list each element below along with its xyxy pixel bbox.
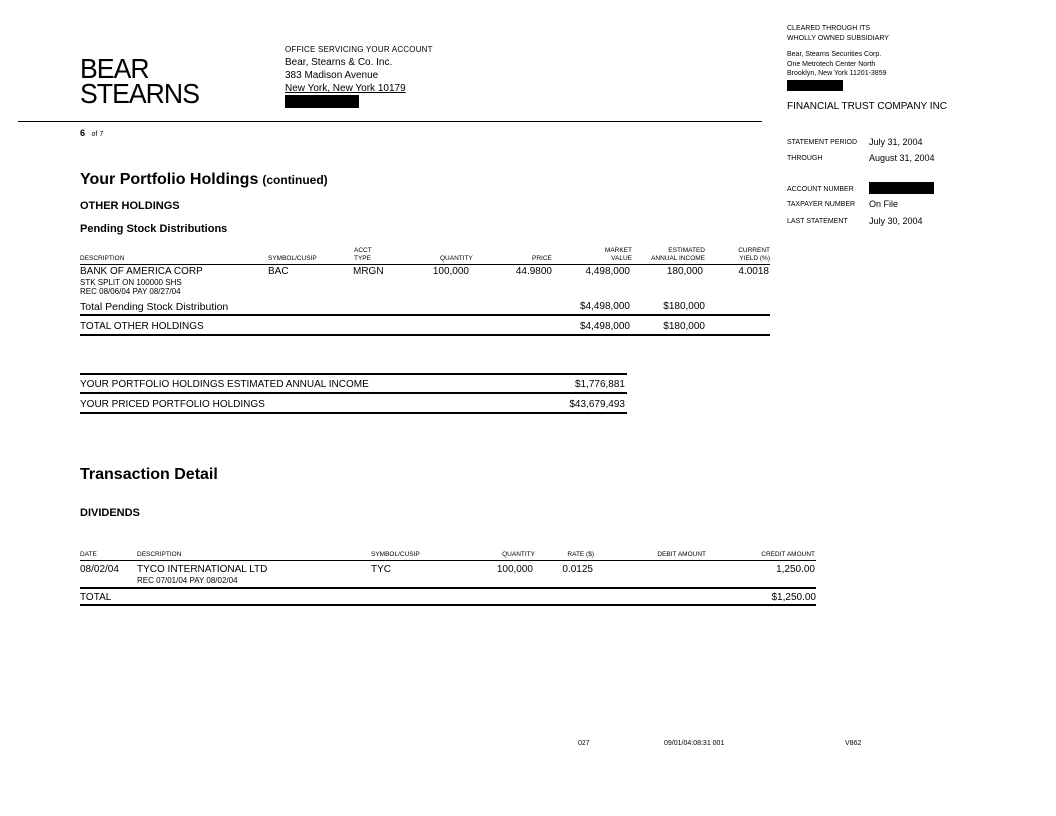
clearing-block: CLEARED THROUGH ITS WHOLLY OWNED SUBSIDIARY Bear, Stearns Securities Corp. One Metrotech Center North Brooklyn, New York 11201-3859 (787, 24, 889, 94)
col-tx-description: DESCRIPTION (137, 551, 182, 558)
office-street: 383 Madison Avenue (285, 70, 379, 81)
through-label: THROUGH (787, 155, 823, 162)
summary-rule (80, 392, 627, 394)
total-pending-market: $4,498,000 (579, 301, 630, 312)
taxpayer-number-value: On File (869, 199, 899, 209)
redaction-block (285, 95, 359, 108)
summary-income-label: YOUR PORTFOLIO HOLDINGS ESTIMATED ANNUAL INCOME (80, 379, 369, 390)
statement-period-value: July 31, 2004 (869, 137, 923, 147)
col-description: DESCRIPTION (80, 255, 125, 262)
holding-quantity: 100,000 (432, 266, 469, 277)
holding-acct-type: MRGN (353, 266, 384, 277)
summary-rule (80, 412, 627, 414)
col-date: DATE (80, 551, 97, 558)
total-other-market: $4,498,000 (579, 321, 630, 332)
portfolio-holdings-title: Your Portfolio Holdings (continued) (80, 171, 328, 188)
col-price: PRICE (532, 255, 552, 262)
footer-version: V862 (845, 740, 862, 747)
footer-code: 027 (578, 740, 590, 747)
holding-market-value: 4,498,000 (585, 266, 630, 277)
summary-priced-value: $43,679,493 (569, 399, 625, 410)
tx-description: TYCO INTERNATIONAL LTD (137, 564, 268, 575)
col-market-value: MARKET VALUE (604, 247, 632, 262)
total-other-label: TOTAL OTHER HOLDINGS (80, 321, 204, 332)
header-divider (18, 121, 762, 122)
total-rule (80, 314, 770, 316)
last-statement-label: LAST STATEMENT (787, 218, 848, 225)
dividends-heading: DIVIDENDS (80, 507, 140, 519)
redaction-block (787, 80, 843, 91)
taxpayer-number-label: TAXPAYER NUMBER (787, 201, 856, 208)
holding-yield: 4.0018 (738, 266, 769, 277)
col-symbol: SYMBOL/CUSIP (268, 255, 317, 262)
tx-credit: 1,250.00 (776, 564, 815, 575)
holding-symbol: BAC (268, 266, 289, 277)
holding-detail: STK SPLIT ON 100000 SHS REC 08/06/04 PAY 08/27/04 (80, 278, 182, 296)
tx-date: 08/02/04 (80, 564, 119, 575)
tx-header-rule (80, 560, 816, 561)
holding-description: BANK OF AMERICA CORP (80, 266, 203, 277)
total-pending-income: $180,000 (663, 301, 705, 312)
tx-total-rule (80, 587, 816, 589)
tx-total-label: TOTAL (80, 592, 112, 603)
col-tx-rate: RATE ($) (567, 551, 594, 558)
pending-distributions-heading: Pending Stock Distributions (80, 223, 228, 235)
office-city: New York, New York 10179 (285, 83, 406, 94)
page-of: of 7 (91, 131, 104, 138)
col-quantity: QUANTITY (440, 255, 473, 262)
last-statement-value: July 30, 2004 (869, 216, 923, 226)
col-tx-credit: CREDIT AMOUNT (761, 551, 815, 558)
office-name: Bear, Stearns & Co. Inc. (285, 57, 393, 68)
office-address-block (285, 43, 433, 112)
tx-symbol: TYC (371, 564, 391, 575)
total-other-income: $180,000 (663, 321, 705, 332)
through-value: August 31, 2004 (869, 153, 935, 163)
account-holder-name: FINANCIAL TRUST COMPANY INC (787, 101, 948, 112)
tx-total-credit: $1,250.00 (771, 592, 816, 603)
summary-rule (80, 373, 627, 375)
continued-label: (continued) (262, 173, 328, 187)
holding-price: 44.9800 (515, 266, 552, 277)
page-number: 6 (80, 128, 86, 138)
col-yield: CURRENT YIELD (%) (738, 247, 770, 262)
summary-income-value: $1,776,881 (574, 379, 625, 390)
tx-total-rule (80, 604, 816, 606)
page-indicator (80, 128, 103, 138)
col-est-income: ESTIMATED ANNUAL INCOME (651, 247, 705, 262)
other-holdings-heading: OTHER HOLDINGS (80, 200, 180, 212)
table-header-rule (80, 264, 770, 265)
statement-period-label: STATEMENT PERIOD (787, 139, 858, 146)
col-acct-type: ACCT TYPE (354, 247, 372, 262)
col-tx-debit: DEBIT AMOUNT (657, 551, 706, 558)
account-number-label: ACCOUNT NUMBER (787, 186, 854, 193)
summary-priced-label: YOUR PRICED PORTFOLIO HOLDINGS (80, 399, 265, 410)
bear-stearns-logo: BEAR STEARNS (80, 53, 199, 109)
redaction-block (869, 182, 934, 194)
transaction-detail-title: Transaction Detail (80, 466, 218, 483)
col-tx-symbol: SYMBOL/CUSIP (371, 551, 420, 558)
office-heading: OFFICE SERVICING YOUR ACCOUNT (285, 45, 433, 54)
total-pending-label: Total Pending Stock Distribution (80, 301, 229, 313)
tx-rate: 0.0125 (562, 564, 593, 575)
tx-quantity: 100,000 (496, 564, 533, 575)
footer-timestamp: 09/01/04:08:31 001 (664, 740, 725, 747)
total-rule (80, 334, 770, 336)
col-tx-quantity: QUANTITY (502, 551, 535, 558)
tx-detail: REC 07/01/04 PAY 08/02/04 (137, 576, 238, 585)
holding-annual-income: 180,000 (666, 266, 703, 277)
